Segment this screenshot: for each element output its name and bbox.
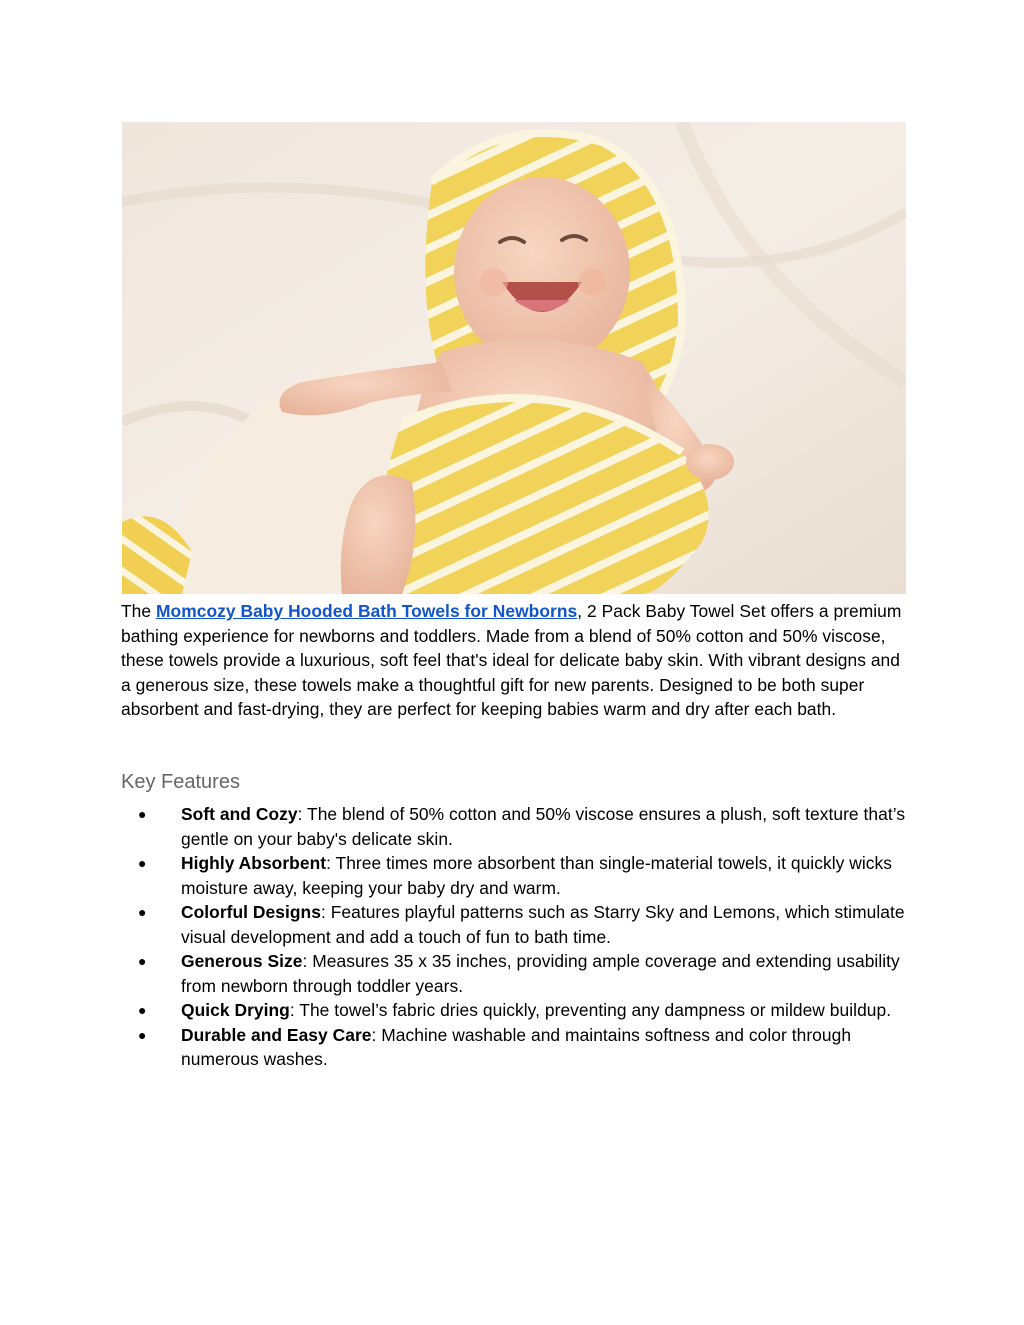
feature-title: Highly Absorbent: [181, 853, 327, 873]
bullet-icon: ●: [138, 1026, 147, 1043]
bullet-icon: ●: [138, 855, 147, 871]
list-item: [121, 949, 911, 998]
feature-title: Quick Drying: [181, 1000, 290, 1020]
intro-prefix: The: [121, 601, 156, 621]
intro-body: , 2 Pack Baby Towel Set offers a premium bathing experience for newborns and toddlers. Made from a blend of 50% cotton and 50% viscose, these towels provide a luxurious, soft feel that's ideal for delicate baby skin. With vibrant designs and a generous size, these towels make a thoughtful gift for new parents. Designed to be both super absorbent and fast-drying, they are perfect for keeping babies warm and dry after each bath.: [121, 601, 902, 719]
feature-title: Generous Size: [181, 951, 303, 971]
feature-text: : Measures 35 x 35 inches, providing ample coverage and extending usability from newborn through toddler years.: [181, 951, 900, 996]
key-features-list: [121, 802, 911, 1072]
key-features-heading: Key Features: [121, 771, 240, 793]
product-photo: [122, 122, 906, 594]
list-item: [121, 851, 911, 900]
feature-title: Durable and Easy Care: [181, 1024, 372, 1045]
bullet-icon: ●: [138, 1002, 147, 1018]
list-item: [121, 1023, 911, 1072]
list-item: [121, 998, 911, 1023]
bullet-icon: ●: [138, 953, 147, 969]
feature-text: : Features playful patterns such as Starry Sky and Lemons, which stimulate visual development and add a touch of fun to bath time.: [181, 902, 905, 947]
product-link[interactable]: Momcozy Baby Hooded Bath Towels for Newborns: [156, 601, 578, 621]
list-item: [121, 900, 911, 949]
feature-text: : Three times more absorbent than single-material towels, it quickly wicks moisture away, keeping your baby dry and warm.: [181, 853, 892, 898]
list-item: [121, 802, 911, 851]
feature-text: : The towel’s fabric dries quickly, preventing any dampness or mildew buildup.: [289, 1000, 892, 1020]
feature-title: Colorful Designs: [181, 902, 321, 922]
feature-title: Soft and Cozy: [181, 804, 298, 824]
feature-text: : Machine washable and maintains softness and color through numerous washes.: [181, 1024, 852, 1069]
feature-text: : The blend of 50% cotton and 50% viscose ensures a plush, soft texture that’s gentle on your baby's delicate skin.: [181, 804, 906, 849]
intro-paragraph: [121, 599, 911, 722]
bullet-icon: ●: [138, 904, 147, 920]
bullet-icon: ●: [138, 806, 147, 822]
